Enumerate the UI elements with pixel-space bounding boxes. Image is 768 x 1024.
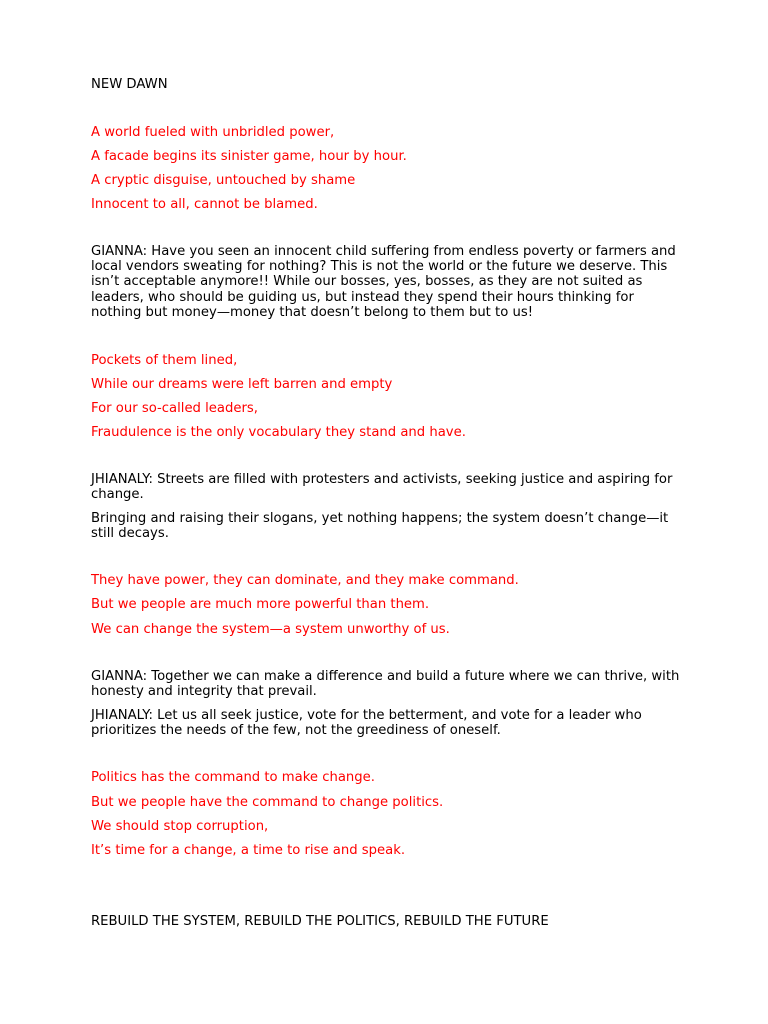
stanza-2-line-1: Pockets of them lined, [91, 353, 238, 368]
closing-statement: REBUILD THE SYSTEM, REBUILD THE POLITICS, REBUILD THE FUTURE [91, 914, 549, 929]
stanza-4-line-4: It’s time for a change, a time to rise and speak. [91, 843, 406, 858]
stanza-2-line-2: While our dreams were left barren and empty [91, 377, 393, 392]
stanza-2-line-3: For our so-called leaders, [91, 401, 258, 416]
jhianaly-dialogue-1-continued: Bringing and raising their slogans, yet nothing happens; the system doesn’t change—it still decays. [91, 511, 669, 542]
stanza-4-line-1: Politics has the command to make change. [91, 770, 375, 785]
document-page [91, 0, 691, 1024]
stanza-1-line-4: Innocent to all, cannot be blamed. [91, 197, 318, 212]
gianna-dialogue-1: GIANNA: Have you seen an innocent child suffering from endless poverty or farmers and local vendors sweating for nothing? This is not the world or the future we deserve. This isn’t acceptable anymore!! While our bosses, yes, bosses, as they are not suited as leaders, who should be guiding us, but instead they spend their hours thinking for nothing but money—money that doesn’t belong to them but to us! [91, 244, 676, 320]
stanza-2-line-4: Fraudulence is the only vocabulary they stand and have. [91, 425, 466, 440]
jhianaly-dialogue-1: JHIANALY: Streets are filled with protesters and activists, seeking justice and aspiring for change. [91, 472, 673, 503]
stanza-4-line-3: We should stop corruption, [91, 819, 269, 834]
jhianaly-dialogue-2: JHIANALY: Let us all seek justice, vote for the betterment, and vote for a leader who prioritizes the needs of the few, not the greediness of oneself. [91, 708, 642, 739]
stanza-1-line-2: A facade begins its sinister game, hour by hour. [91, 149, 407, 164]
stanza-1-line-3: A cryptic disguise, untouched by shame [91, 173, 356, 188]
stanza-3-line-2: But we people are much more powerful than them. [91, 597, 430, 612]
stanza-4-line-2: But we people have the command to change politics. [91, 795, 444, 810]
stanza-1-line-1: A world fueled with unbridled power, [91, 125, 335, 140]
gianna-dialogue-2: GIANNA: Together we can make a difference and build a future where we can thrive, with honesty and integrity that prevail. [91, 669, 680, 700]
stanza-3-line-1: They have power, they can dominate, and they make command. [91, 573, 519, 588]
stanza-3-line-3: We can change the system—a system unworthy of us. [91, 622, 450, 637]
document-title: NEW DAWN [91, 77, 168, 92]
